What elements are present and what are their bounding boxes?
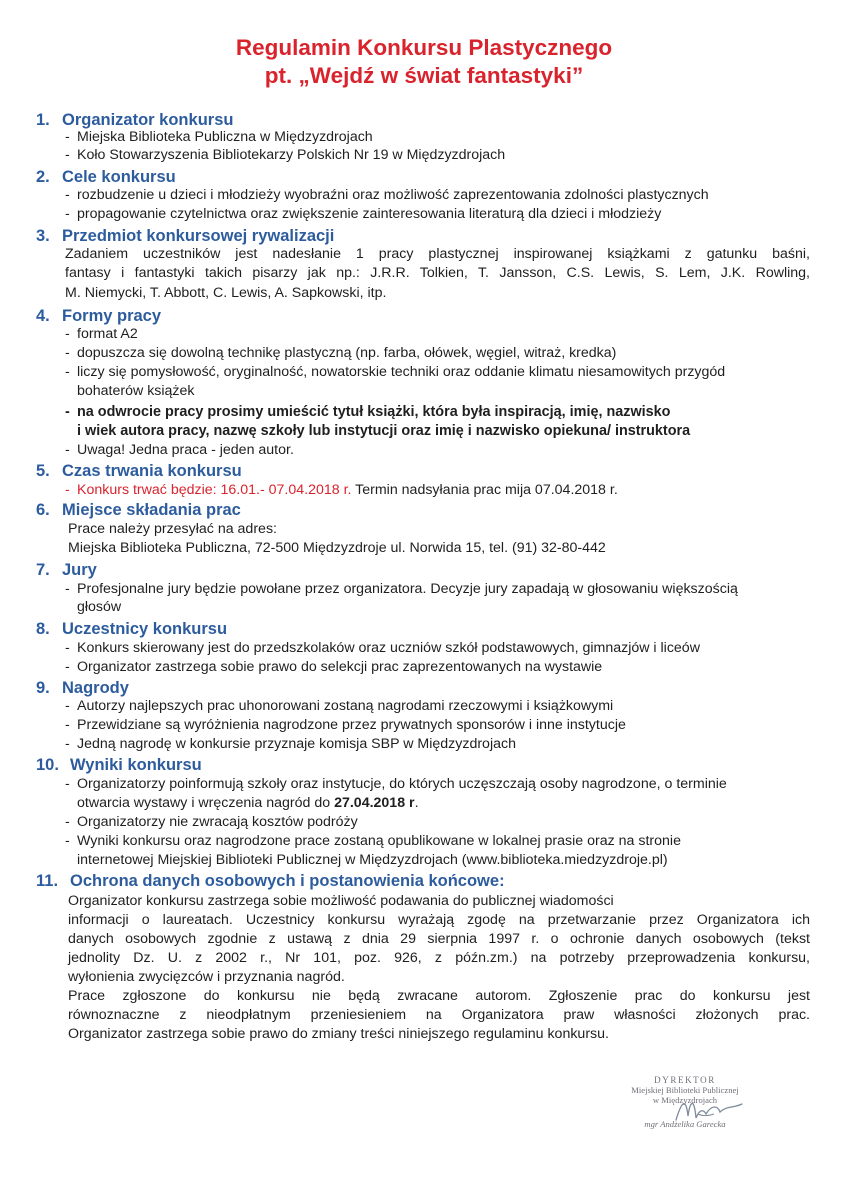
section-heading-prizes: 9. Nagrody — [36, 679, 129, 697]
stamp-title: DYREKTOR — [654, 1075, 716, 1085]
paragraph-line: Organizator zastrzega sobie prawo do zmiany treści niniejszego regulaminu konkursu. — [68, 1026, 609, 1042]
list-item-continuation: głosów — [77, 599, 122, 615]
list-item: - dopuszcza się dowolną technikę plastyczną (np. farba, ołówek, węgiel, witraż, kredka) — [65, 345, 617, 361]
contest-dates: Konkurs trwać będzie: 16.01.- 07.04.2018 r. — [77, 482, 352, 498]
section-heading-data-protection: 11. Ochrona danych osobowych i postanowienia końcowe: — [36, 872, 505, 890]
list-item: - Organizatorzy poinformują szkoły oraz instytucje, do których uczęszczają osoby nagrodzone, o terminie — [65, 776, 727, 792]
list-item-continuation: bohaterów książek — [77, 383, 195, 399]
paragraph-line: informacji o laureatach. Uczestnicy konkursu wyrażają zgodę na przetwarzanie przez Organizatora ich — [68, 912, 810, 928]
section-heading-results: 10. Wyniki konkursu — [36, 756, 202, 774]
section-heading-goals: 2. Cele konkursu — [36, 168, 176, 186]
list-item: - propagowanie czytelnictwa oraz zwiększenie zainteresowania literaturą dla dzieci i młodzieży — [65, 206, 662, 222]
paragraph-line: Prace zgłoszone do konkursu nie będą zwracane autorom. Zgłoszenie prac do konkursu jest — [68, 988, 810, 1004]
paragraph-line: Prace należy przesyłać na adres: — [68, 521, 277, 537]
list-item-continuation: internetowej Miejskiej Biblioteki Publicznej w Międzyzdrojach (www.biblioteka.miedzyzdroje.pl) — [77, 852, 668, 868]
stamp-name: mgr Andżelika Garecka — [644, 1119, 726, 1129]
section-heading-forms: 4. Formy pracy — [36, 307, 162, 325]
list-item: - Profesjonalne jury będzie powołane przez organizatora. Decyzje jury zapadają w głosowaniu większością — [65, 581, 738, 597]
list-item: - Wyniki konkursu oraz nagrodzone prace zostaną opublikowane w lokalnej prasie oraz na stronie — [65, 833, 681, 849]
paragraph-line: równoznaczne z nieodpłatnym przeniesieniem na Organizatora praw własności złożonych prac. — [68, 1007, 810, 1023]
paragraph-line: danych osobowych zgodnie z ustawą z dnia 29 sierpnia 1997 r. o ochronie danych osobowych (tekst — [68, 931, 810, 947]
list-item: - Jedną nagrodę w konkursie przyznaje komisja SBP w Międzyzdrojach — [65, 736, 516, 752]
list-item: - Uwaga! Jedna praca - jeden autor. — [65, 442, 294, 458]
list-item: - rozbudzenie u dzieci i młodzieży wyobraźni oraz możliwość zaprezentowania zdolności plastycznych — [65, 187, 709, 203]
list-item: - Organizatorzy nie zwracają kosztów podróży — [65, 814, 358, 830]
paragraph-line: Zadaniem uczestników jest nadesłanie 1 pracy plastycznej inspirowanej książkami z gatunku baśni, — [65, 246, 810, 262]
document-title: Regulamin Konkursu Plastycznego — [235, 35, 613, 60]
list-item-important-continuation: i wiek autora pracy, nazwę szkoły lub instytucji oraz imię i nazwisko opiekuna/ instruktora — [77, 423, 691, 439]
section-heading-jury: 7. Jury — [36, 561, 97, 579]
list-item: - Konkurs skierowany jest do przedszkolaków oraz uczniów szkół podstawowych, gimnazjów i liceów — [65, 640, 700, 656]
paragraph-line: fantasy i fantastyki takich pisarzy jak np.: J.R.R. Tolkien, T. Jansson, C.S. Lewis, S. Lem, J.K. Rowling, — [65, 265, 810, 281]
section-heading-duration: 5. Czas trwania konkursu — [36, 462, 242, 480]
list-item: - Miejska Biblioteka Publiczna w Międzyzdrojach — [65, 129, 373, 145]
list-item: - Organizator zastrzega sobie prawo do selekcji prac zaprezentowanych na wystawie — [65, 659, 603, 675]
list-item: - Przewidziane są wyróżnienia nagrodzone przez prywatnych sponsorów i inne instytucje — [65, 717, 626, 733]
section-heading-organizer: 1. Organizator konkursu — [36, 111, 234, 129]
document-subtitle: pt. „Wejdź w świat fantastyki” — [264, 63, 584, 88]
paragraph-line: wyłonienia zwycięzców i przyznania nagród. — [68, 969, 345, 985]
list-item: - Autorzy najlepszych prac uhonorowani zostaną nagrodami rzeczowymi i książkowymi — [65, 698, 614, 714]
address-line: Miejska Biblioteka Publiczna, 72-500 Międzyzdroje ul. Norwida 15, tel. (91) 32-80-442 — [68, 540, 606, 556]
section-heading-subject: 3. Przedmiot konkursowej rywalizacji — [36, 227, 335, 245]
section-heading-submission-place: 6. Miejsce składania prac — [36, 501, 241, 519]
signature-icon — [668, 1090, 758, 1130]
list-item: - Koło Stowarzyszenia Bibliotekarzy Polskich Nr 19 w Międzyzdrojach — [65, 147, 506, 163]
paragraph-line: Organizator konkursu zastrzega sobie możliwość podawania do publicznej wiadomości — [68, 893, 614, 909]
list-item: - format A2 — [65, 326, 138, 342]
list-item: - Konkurs trwać będzie: 16.01.- 07.04.2018 r. Termin nadsyłania prac mija 07.04.2018 r. — [65, 482, 618, 498]
section-heading-participants: 8. Uczestnicy konkursu — [36, 620, 228, 638]
paragraph-line: M. Niemycki, T. Abbott, C. Lewis, A. Sapkowski, itp. — [65, 285, 387, 301]
list-item: - liczy się pomysłowość, oryginalność, nowatorskie techniki oraz oddanie klimatu niesamowitych przygód — [65, 364, 726, 380]
list-item-important: - na odwrocie pracy prosimy umieścić tytuł książki, która była inspiracją, imię, nazwisko — [65, 404, 671, 420]
stamp-line: Miejskiej Biblioteki Publicznej — [631, 1085, 739, 1095]
list-item-continuation: otwarcia wystawy i wręczenia nagród do 27.04.2018 r. — [77, 795, 419, 811]
stamp-line: w Międzyzdrojach — [652, 1095, 718, 1105]
paragraph-line: jednolity Dz. U. z 2002 r., Nr 101, poz. 926, z późn.zm.) na potrzeby przeprowadzenia konkursu, — [68, 950, 810, 966]
